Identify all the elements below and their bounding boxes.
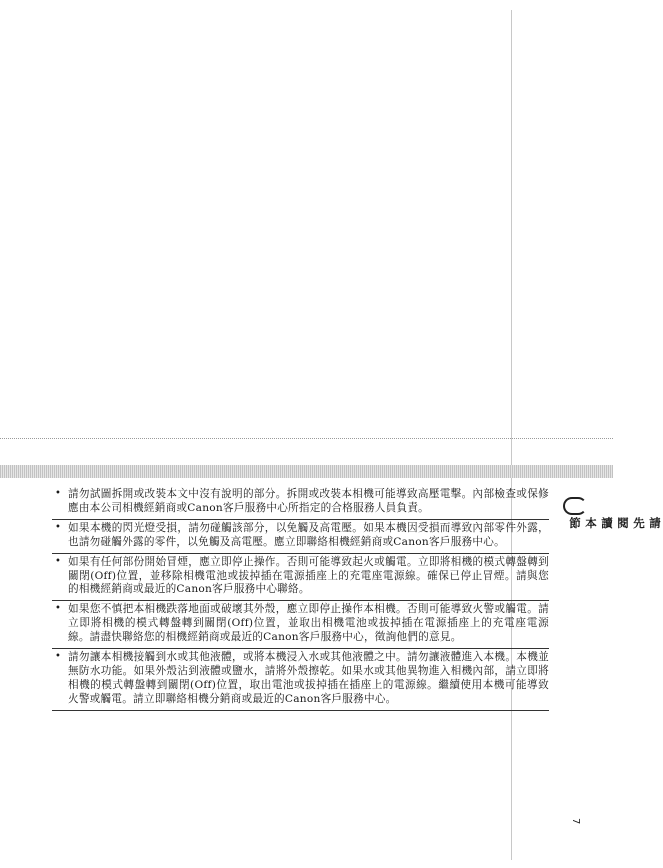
section-title: 請先閱讀本節 (568, 517, 662, 530)
halftone-band (0, 465, 613, 478)
warning-text: 請勿讓本相機接觸到水或其他液體，或將本機浸入水或其他液體之中。請勿讓液體進入本機。本機並無防水功能。如果外殼沾到液體或鹽水，請將外殼擦乾。如果水或其他異物進入相機內部，請立即將相機的模式轉盤轉到關閉(Off)位置，取出電池或拔掉插在插座上的電源線。繼續使用本機可能導致火警或觸電。請立即聯絡相機分銷商或最近的Canon客戶服務中心。 (68, 651, 549, 705)
warning-item (52, 554, 549, 602)
fold-line (511, 10, 512, 860)
warnings-list (52, 486, 549, 711)
warning-item (52, 649, 549, 711)
warning-text: 如果有任何部份開始冒煙，應立即停止操作。否則可能導致起火或觸電。立即將相機的模式轉盤轉到關閉(Off)位置，並移除相機電池或拔掉插在電源插座上的充電座電源線。確保已停止冒煙。請與您的相機經銷商或最近的Canon客戶服務中心聯絡。 (68, 555, 549, 596)
warning-item (52, 601, 549, 649)
warning-item (52, 486, 549, 520)
dotted-divider (0, 438, 613, 439)
bullet: • (55, 521, 62, 533)
warning-text: 如果您不慎把本相機跌落地面或破壞其外殼，應立即停止操作本相機。否則可能導致火警或觸電。請立即將相機的模式轉盤轉到關閉(Off)位置，並取出相機電池或拔掉插在電源插座上的充電座電源線。請盡快聯絡您的相機經銷商或最近的Canon客戶服務中心，徵詢他們的意見。 (68, 603, 549, 644)
warning-text: 請勿試圖拆開或改裝本文中沒有說明的部分。拆開或改裝本相機可能導致高壓電擊。內部檢查或保修應由本公司相機經銷商或Canon客戶服務中心所指定的合格服務人員負責。 (68, 488, 549, 514)
warning-item (52, 520, 549, 554)
bullet: • (55, 555, 62, 567)
tab-bracket-icon (563, 497, 587, 515)
page-number: 7 (570, 818, 581, 825)
bullet: • (55, 651, 62, 663)
bullet: • (55, 603, 62, 615)
warning-text: 如果本機的閃光燈受損，請勿碰觸該部分，以免觸及高電壓。如果本機因受損而導致內部零件外露，也請勿碰觸外露的零件，以免觸及高電壓。應立即聯絡相機經銷商或Canon客戶服務中心。 (68, 521, 549, 548)
bullet: • (55, 488, 62, 499)
